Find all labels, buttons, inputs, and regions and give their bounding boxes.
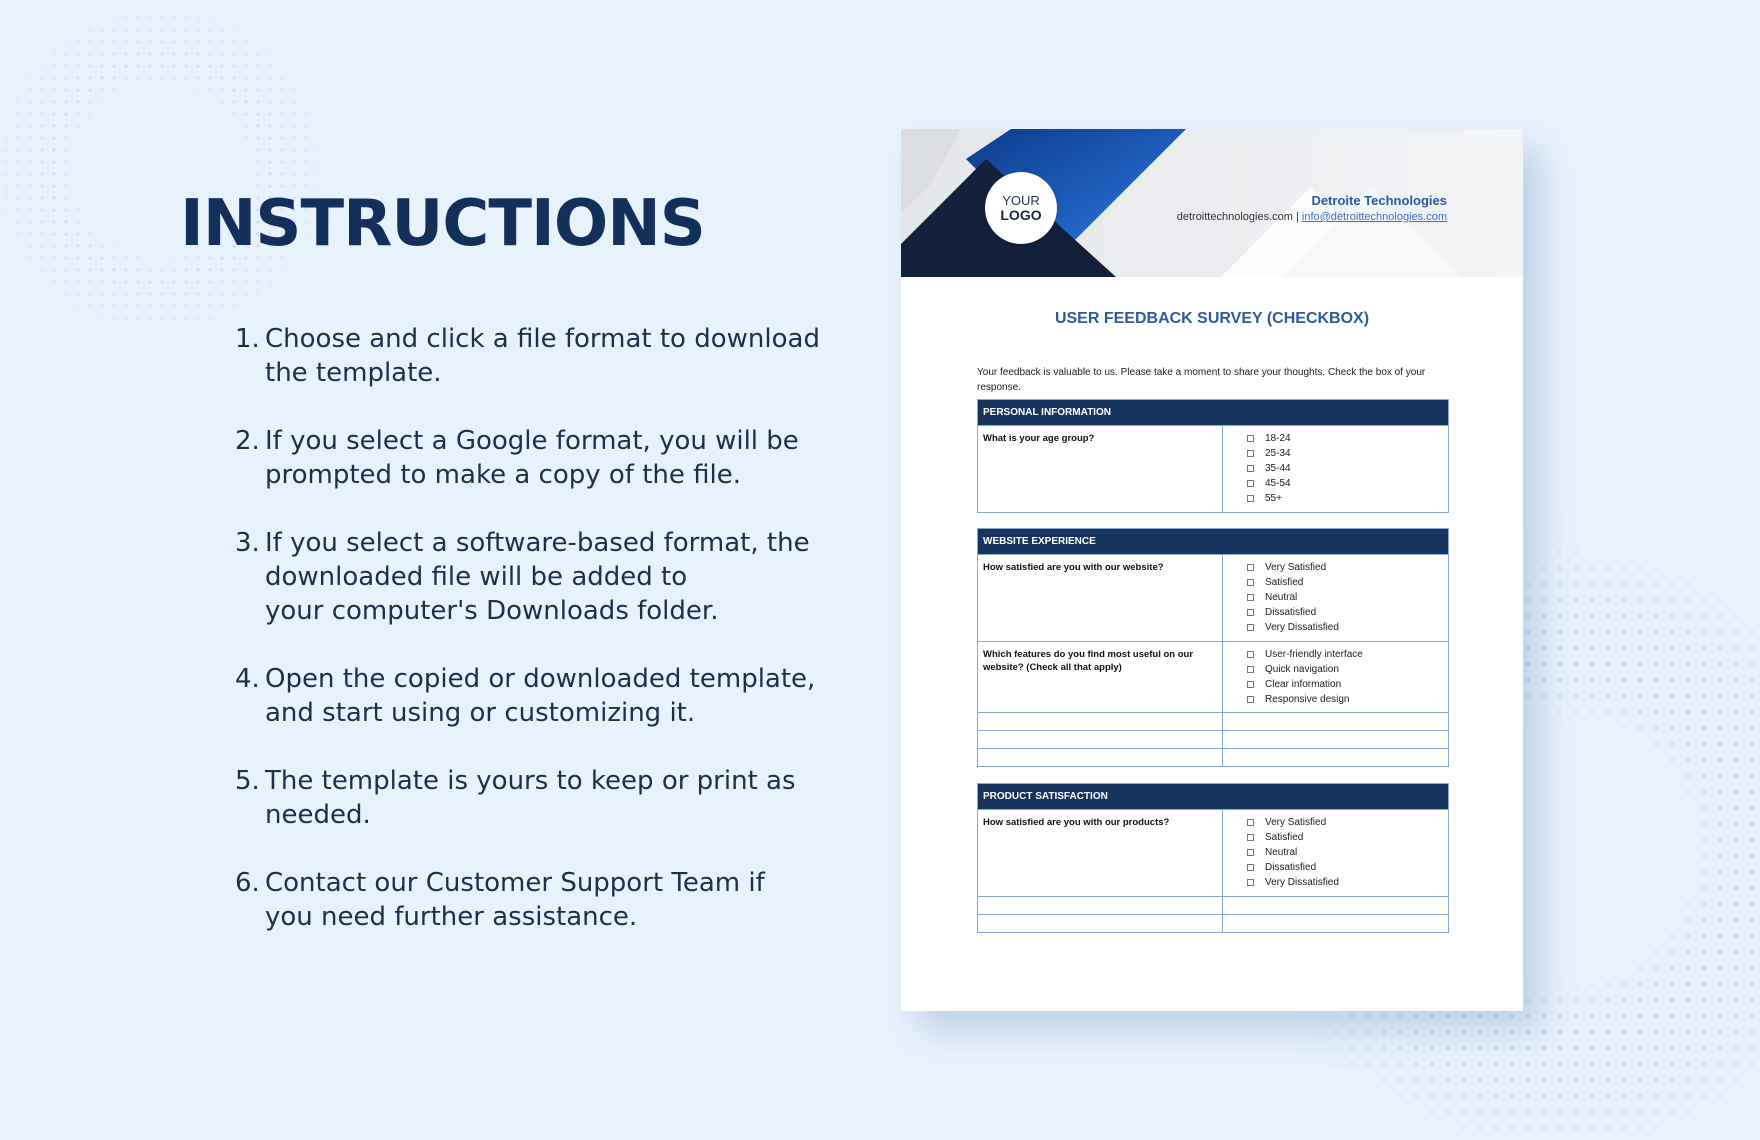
answer-option[interactable] [1247, 446, 1448, 461]
answer-options [1223, 810, 1448, 896]
step-text: Open the copied or downloaded template, and start using or customizing it. [265, 664, 816, 728]
answer-option[interactable] [1247, 815, 1448, 830]
question-row [978, 554, 1448, 641]
answer-options [1223, 642, 1448, 712]
checkbox-icon[interactable] [1247, 834, 1254, 841]
instruction-step [235, 322, 835, 390]
survey-document-preview [901, 129, 1523, 1011]
blank-row [978, 914, 1448, 932]
blank-cell [978, 731, 1223, 748]
checkbox-icon[interactable] [1247, 450, 1254, 457]
checkbox-icon[interactable] [1247, 681, 1254, 688]
checkbox-icon[interactable] [1247, 666, 1254, 673]
answer-option[interactable] [1247, 431, 1448, 446]
step-text: If you select a Google format, you will be prompted to make a copy of the file. [265, 426, 799, 490]
option-label: Clear information [1265, 679, 1342, 690]
option-label: Satisfied [1265, 832, 1304, 843]
step-text: Contact our Customer Support Team if you need further assistance. [265, 868, 765, 932]
option-label: Very Satisfied [1265, 562, 1327, 573]
answer-option[interactable] [1247, 575, 1448, 590]
blank-cell [1223, 897, 1448, 914]
option-label: Satisfied [1265, 577, 1304, 588]
blank-row [978, 712, 1448, 730]
step-text: If you select a software-based format, the downloaded file will be added to your computer's Downloads folder. [265, 528, 810, 626]
answer-option[interactable] [1247, 860, 1448, 875]
answer-option[interactable] [1247, 845, 1448, 860]
option-label: User-friendly interface [1265, 649, 1363, 660]
question-text: Which features do you find most useful on our website? (Check all that apply) [978, 642, 1223, 712]
section-product-satisfaction [977, 783, 1449, 933]
blank-cell [1223, 915, 1448, 932]
checkbox-icon[interactable] [1247, 579, 1254, 586]
option-label: 35-44 [1265, 463, 1291, 474]
checkbox-icon[interactable] [1247, 435, 1254, 442]
blank-cell [1223, 713, 1448, 730]
answer-option[interactable] [1247, 662, 1448, 677]
contact-separator: | [1292, 211, 1302, 223]
step-text: The template is yours to keep or print as needed. [265, 766, 796, 830]
option-label: Responsive design [1265, 694, 1350, 705]
answer-option[interactable] [1247, 605, 1448, 620]
section-heading: PRODUCT SATISFACTION [978, 784, 1448, 809]
company-email-link[interactable]: info@detroittechnologies.com [1301, 211, 1447, 223]
step-number: 1. [235, 324, 260, 354]
checkbox-icon[interactable] [1247, 849, 1254, 856]
checkbox-icon[interactable] [1247, 624, 1254, 631]
logo-line-1: YOUR [1002, 192, 1040, 208]
question-text: How satisfied are you with our website? [978, 555, 1223, 641]
checkbox-icon[interactable] [1247, 609, 1254, 616]
blank-cell [1223, 731, 1448, 748]
blank-cell [978, 713, 1223, 730]
checkbox-icon[interactable] [1247, 495, 1254, 502]
blank-cell [978, 749, 1223, 766]
checkbox-icon[interactable] [1247, 594, 1254, 601]
answer-options [1223, 426, 1448, 512]
instruction-step [235, 866, 835, 934]
answer-option[interactable] [1247, 620, 1448, 635]
company-info [1177, 193, 1447, 225]
checkbox-icon[interactable] [1247, 465, 1254, 472]
checkbox-icon[interactable] [1247, 480, 1254, 487]
option-label: 55+ [1265, 493, 1282, 504]
form-title: USER FEEDBACK SURVEY (CHECKBOX) [1054, 310, 1370, 327]
question-row [978, 809, 1448, 896]
step-number: 6. [235, 868, 260, 898]
step-number: 5. [235, 766, 260, 796]
instruction-step [235, 526, 835, 628]
option-label: Quick navigation [1265, 664, 1339, 675]
answer-option[interactable] [1247, 461, 1448, 476]
instruction-step [235, 764, 835, 832]
section-heading: PERSONAL INFORMATION [978, 400, 1448, 425]
company-website: detroittechnologies.com [1176, 211, 1293, 223]
option-label: 45-54 [1265, 478, 1291, 489]
company-logo-placeholder [985, 172, 1057, 244]
question-text: How satisfied are you with our products? [978, 810, 1223, 896]
option-label: Very Dissatisfied [1265, 622, 1339, 633]
checkbox-icon[interactable] [1247, 564, 1254, 571]
answer-option[interactable] [1247, 647, 1448, 662]
option-label: Very Satisfied [1265, 817, 1327, 828]
instructions-title: INSTRUCTIONS [180, 187, 705, 261]
question-row [978, 425, 1448, 512]
option-label: 25-34 [1265, 448, 1291, 459]
answer-option[interactable] [1247, 875, 1448, 890]
option-label: 18-24 [1265, 433, 1291, 444]
blank-cell [1223, 749, 1448, 766]
section-personal-information [977, 399, 1449, 513]
step-number: 4. [235, 664, 260, 694]
answer-option[interactable] [1247, 560, 1448, 575]
company-contact [1177, 209, 1447, 225]
option-label: Very Dissatisfied [1265, 877, 1339, 888]
answer-options [1223, 555, 1448, 641]
section-heading: WEBSITE EXPERIENCE [978, 529, 1448, 554]
step-number: 3. [235, 528, 260, 558]
checkbox-icon[interactable] [1247, 696, 1254, 703]
blank-row [978, 730, 1448, 748]
answer-option[interactable] [1247, 590, 1448, 605]
checkbox-icon[interactable] [1247, 864, 1254, 871]
blank-cell [978, 897, 1223, 914]
option-label: Dissatisfied [1265, 607, 1317, 618]
answer-option[interactable] [1247, 476, 1448, 491]
instructions-list [235, 322, 835, 968]
answer-option[interactable] [1247, 491, 1448, 506]
checkbox-icon[interactable] [1247, 819, 1254, 826]
question-row [978, 641, 1448, 712]
blank-row [978, 896, 1448, 914]
instruction-step [235, 424, 835, 492]
option-label: Neutral [1265, 592, 1298, 603]
answer-option[interactable] [1247, 830, 1448, 845]
question-text: What is your age group? [978, 426, 1223, 512]
section-website-experience [977, 528, 1449, 767]
step-number: 2. [235, 426, 260, 456]
answer-option[interactable] [1247, 677, 1448, 692]
checkbox-icon[interactable] [1247, 651, 1254, 658]
blank-row [978, 748, 1448, 766]
answer-option[interactable] [1247, 692, 1448, 707]
blank-cell [978, 915, 1223, 932]
option-label: Neutral [1265, 847, 1298, 858]
checkbox-icon[interactable] [1247, 879, 1254, 886]
company-name: Detroite Technologies [1311, 193, 1447, 208]
option-label: Dissatisfied [1265, 862, 1317, 873]
form-intro: Your feedback is valuable to us. Please take a moment to share your thoughts. Check the box of your response. [977, 367, 1426, 393]
logo-line-2: LOGO [1000, 206, 1042, 223]
instruction-step [235, 662, 835, 730]
step-text: Choose and click a file format to download the template. [265, 324, 820, 388]
